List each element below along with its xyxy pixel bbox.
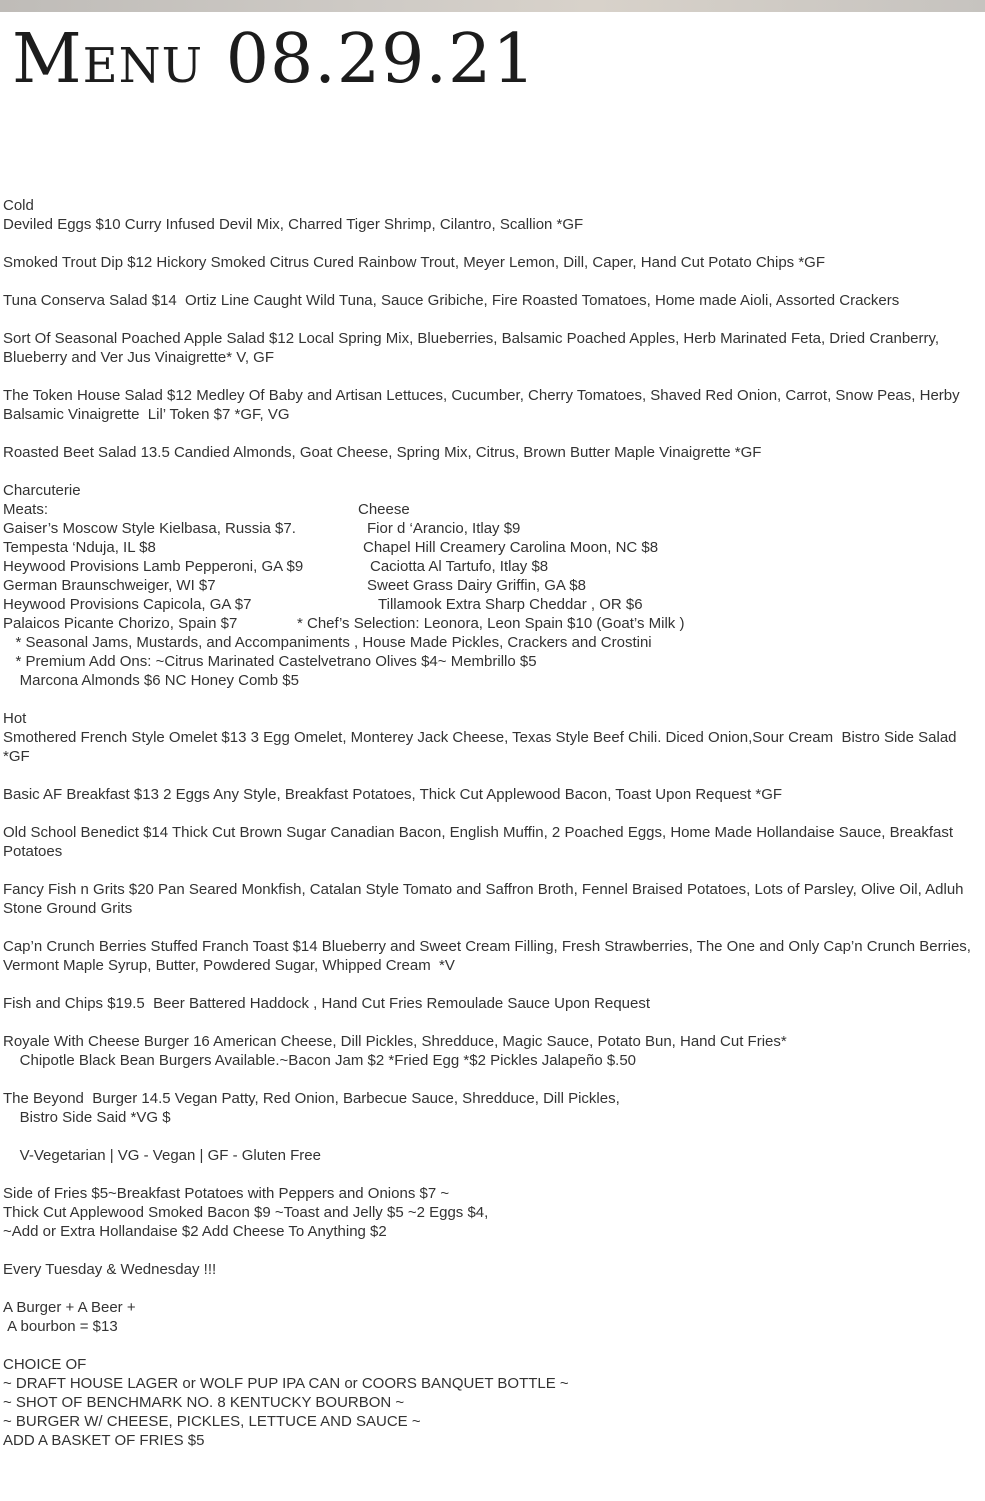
meat-item: Tempesta ‘Nduja, IL $8 <box>3 539 156 556</box>
spacer <box>3 975 978 994</box>
sides-line: ~Add or Extra Hollandaise $2 Add Cheese To Anything $2 <box>3 1223 387 1240</box>
burger-addons: Chipotle Black Bean Burgers Available.~Bacon Jam $2 *Fried Egg *$2 Pickles Jalapeño $.50 <box>3 1052 637 1069</box>
menu-item-french-omelet: Smothered French Style Omelet $13 3 Egg Omelet, Monterey Jack Cheese, Texas Style Beef Chili. Diced Onion,Sour Cream Bistro Side Salad *GF <box>3 729 965 765</box>
section-heading-charcuterie: Charcuterie <box>3 482 81 499</box>
special-days: Every Tuesday & Wednesday !!! <box>3 1261 217 1278</box>
top-banner-strip <box>0 0 985 12</box>
meat-item: German Braunschweiger, WI $7 <box>3 577 216 594</box>
cheese-item: Tillamook Extra Sharp Cheddar , OR $6 <box>378 596 643 613</box>
menu-item-fish-and-chips: Fish and Chips $19.5 Beer Battered Haddock , Hand Cut Fries Remoulade Sauce Upon Request <box>3 995 651 1012</box>
spacer <box>3 766 978 785</box>
special-choice-beer: ~ DRAFT HOUSE LAGER or WOLF PUP IPA CAN or COORS BANQUET BOTTLE ~ <box>3 1375 569 1392</box>
spacer <box>3 1279 978 1298</box>
menu-item-basic-af-breakfast: Basic AF Breakfast $13 2 Eggs Any Style, Breakfast Potatoes, Thick Cut Applewood Bacon, Toast Upon Request *GF <box>3 786 783 803</box>
special-deal-line1: A Burger + A Beer + <box>3 1299 136 1316</box>
charcuterie-row <box>3 557 978 576</box>
menu-body <box>3 196 978 1450</box>
menu-item-stuffed-french-toast: Cap’n Crunch Berries Stuffed Franch Toast $14 Blueberry and Sweet Cream Filling, Fresh Strawberries, The One and Only Cap’n Crunch Berries, Vermont Maple Syrup, Butter, Powdered Sugar, Whipped Cream *V <box>3 938 976 974</box>
menu-item-token-house-salad: The Token House Salad $12 Medley Of Baby and Artisan Lettuces, Cucumber, Cherry Tomatoes, Shaved Red Onion, Carrot, Snow Peas, Herby Balsamic Vinaigrette Lil’ Token $7 *GF, VG <box>3 387 964 423</box>
sides-line: Thick Cut Applewood Smoked Bacon $9 ~Toast and Jelly $5 ~2 Eggs $4, <box>3 1204 489 1221</box>
cheese-item: Chapel Hill Creamery Carolina Moon, NC $8 <box>363 539 659 556</box>
charcuterie-row <box>3 519 978 538</box>
beyond-burger-side: Bistro Side Said *VG $ <box>3 1109 171 1126</box>
meat-item: Palaicos Picante Chorizo, Spain $7 <box>3 615 238 632</box>
spacer <box>3 690 978 709</box>
meat-item: Heywood Provisions Capicola, GA $7 <box>3 596 252 613</box>
charcuterie-row <box>3 576 978 595</box>
meats-label: Meats: <box>3 501 49 518</box>
menu-item-poached-apple-salad: Sort Of Seasonal Poached Apple Salad $12 Local Spring Mix, Blueberries, Balsamic Poached Apples, Herb Marinated Feta, Dried Cranberry, Blueberry and Ver Jus Vinaigrette* V, GF <box>3 330 944 366</box>
meat-item: Gaiser’s Moscow Style Kielbasa, Russia $7. <box>3 520 296 537</box>
page-title <box>12 20 537 100</box>
spacer <box>3 804 978 823</box>
special-fries-addon: ADD A BASKET OF FRIES $5 <box>3 1432 205 1449</box>
charcuterie-accompaniments-note: * Seasonal Jams, Mustards, and Accompaniments , House Made Pickles, Crackers and Crostini <box>3 634 652 651</box>
dietary-legend: V-Vegetarian | VG - Vegan | GF - Gluten Free <box>3 1147 321 1164</box>
spacer <box>3 272 978 291</box>
menu-item-old-school-benedict: Old School Benedict $14 Thick Cut Brown Sugar Canadian Bacon, English Muffin, 2 Poached Eggs, Home Made Hollandaise Sauce, Breakfast Potatoes <box>3 824 958 860</box>
spacer <box>3 1013 978 1032</box>
spacer <box>3 462 978 481</box>
special-choice-heading: CHOICE OF <box>3 1356 87 1373</box>
spacer <box>3 1127 978 1146</box>
menu-item-tuna-conserva-salad: Tuna Conserva Salad $14 Ortiz Line Caught Wild Tuna, Sauce Gribiche, Fire Roasted Tomatoes, Home made Aioli, Assorted Crackers <box>3 292 900 309</box>
spacer <box>3 861 978 880</box>
spacer <box>3 234 978 253</box>
menu-item-royale-burger: Royale With Cheese Burger 16 American Cheese, Dill Pickles, Shredduce, Magic Sauce, Potato Bun, Hand Cut Fries* <box>3 1033 787 1050</box>
menu-item-deviled-eggs: Deviled Eggs $10 Curry Infused Devil Mix, Charred Tiger Shrimp, Cilantro, Scallion *GF <box>3 216 584 233</box>
menu-item-roasted-beet-salad: Roasted Beet Salad 13.5 Candied Almonds, Goat Cheese, Spring Mix, Citrus, Brown Butter Maple Vinaigrette *GF <box>3 444 762 461</box>
cheese-item: Caciotta Al Tartufo, Itlay $8 <box>370 558 549 575</box>
spacer <box>3 918 978 937</box>
section-heading-cold: Cold <box>3 197 34 214</box>
cheese-label: Cheese <box>358 501 410 518</box>
spacer <box>3 367 978 386</box>
spacer <box>3 424 978 443</box>
cheese-item: Sweet Grass Dairy Griffin, GA $8 <box>367 577 586 594</box>
menu-item-fancy-fish-n-grits: Fancy Fish n Grits $20 Pan Seared Monkfish, Catalan Style Tomato and Saffron Broth, Fennel Braised Potatoes, Lots of Parsley, Olive Oil, Adluh Stone Ground Grits <box>3 881 968 917</box>
special-choice-bourbon: ~ SHOT OF BENCHMARK NO. 8 KENTUCKY BOURBON ~ <box>3 1394 405 1411</box>
section-heading-hot: Hot <box>3 710 27 727</box>
menu-item-beyond-burger: The Beyond Burger 14.5 Vegan Patty, Red Onion, Barbecue Sauce, Shredduce, Dill Pickles, <box>3 1090 620 1107</box>
charcuterie-row <box>3 614 978 633</box>
charcuterie-premium-addons-cont: Marcona Almonds $6 NC Honey Comb $5 <box>3 672 299 689</box>
title-date: 08.29.21 <box>225 20 537 99</box>
cheese-item: Fior d ‘Arancio, Itlay $9 <box>367 520 521 537</box>
spacer <box>3 1241 978 1260</box>
charcuterie-premium-addons: * Premium Add Ons: ~Citrus Marinated Castelvetrano Olives $4~ Membrillo $5 <box>3 653 537 670</box>
special-deal-line2: A bourbon = $13 <box>3 1318 118 1335</box>
spacer <box>3 1070 978 1089</box>
spacer <box>3 1165 978 1184</box>
charcuterie-row <box>3 538 978 557</box>
spacer <box>3 310 978 329</box>
charcuterie-row <box>3 595 978 614</box>
meat-item: Heywood Provisions Lamb Pepperoni, GA $9 <box>3 558 304 575</box>
chefs-selection-item: * Chef’s Selection: Leonora, Leon Spain $10 (Goat’s Milk ) <box>297 615 685 632</box>
charcuterie-column-headers <box>3 500 978 519</box>
menu-item-smoked-trout-dip: Smoked Trout Dip $12 Hickory Smoked Citrus Cured Rainbow Trout, Meyer Lemon, Dill, Caper, Hand Cut Potato Chips *GF <box>3 254 826 271</box>
spacer <box>3 1336 978 1355</box>
special-choice-burger: ~ BURGER W/ CHEESE, PICKLES, LETTUCE AND SAUCE ~ <box>3 1413 421 1430</box>
sides-line: Side of Fries $5~Breakfast Potatoes with Peppers and Onions $7 ~ <box>3 1185 450 1202</box>
title-menu-word: Menu <box>12 20 204 99</box>
